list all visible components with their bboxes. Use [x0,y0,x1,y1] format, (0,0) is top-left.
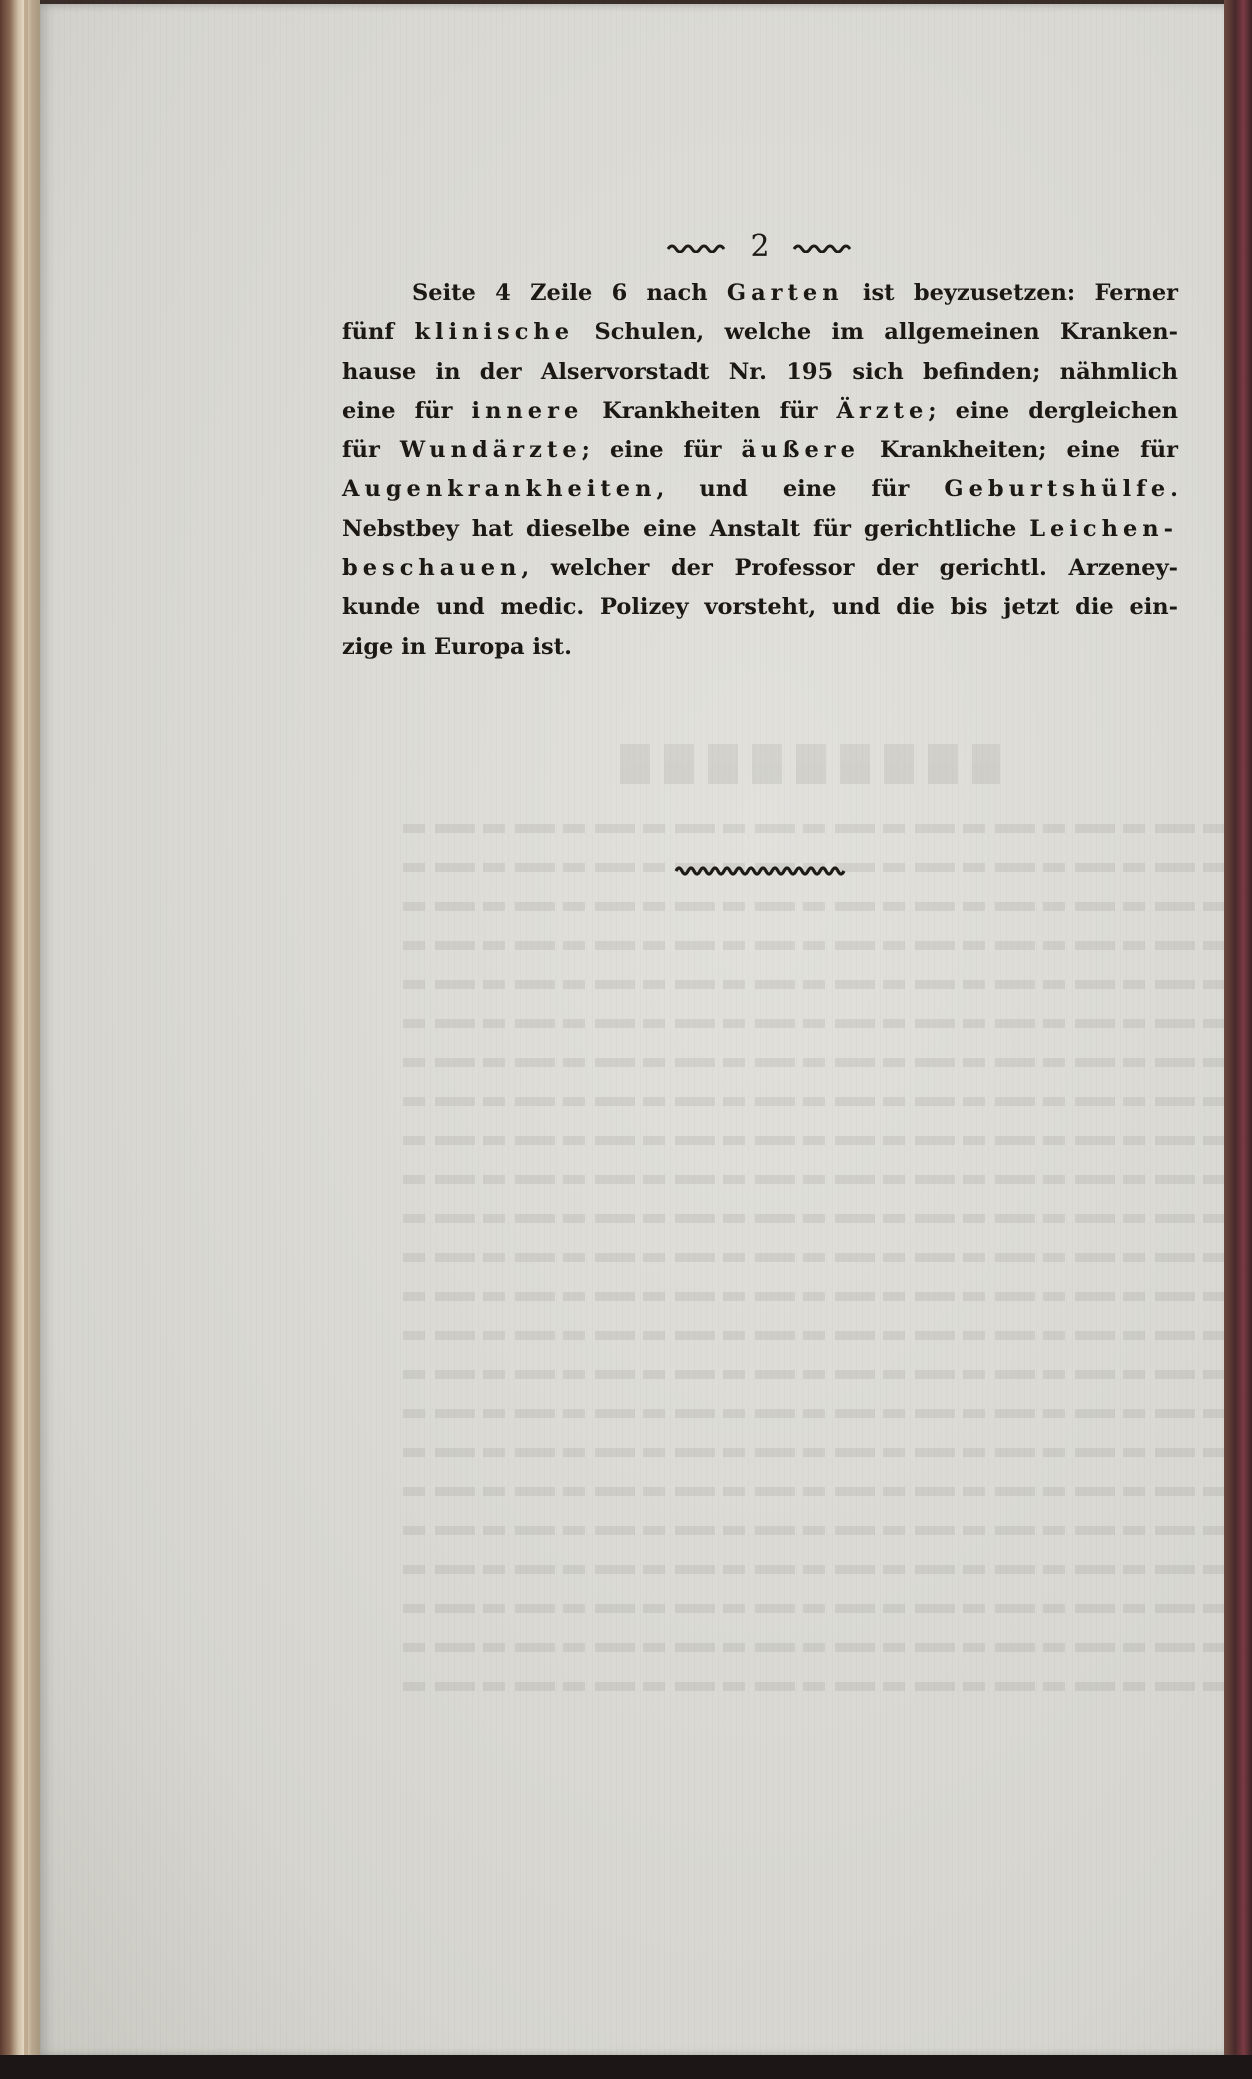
emphasized-word: klinische [414,319,575,346]
text-run: ; eine für [581,437,742,464]
squiggle-ornament-right [792,241,854,253]
text-line [342,313,1178,352]
emphasized-word: Geburtshülfe [944,476,1171,503]
text-run: fünf [342,319,415,346]
page-number: 2 [750,229,770,264]
squiggle-ornament-left [666,241,728,253]
page-header [620,222,900,272]
text-line [342,353,1178,392]
text-run: für [342,437,400,464]
emphasized-word: äußere [741,437,860,464]
text-run: Schulen, welche im allgemeinen Kranken- [574,319,1178,346]
text-run: Nebstbey hat dieselbe eine Anstalt für gerichtliche [342,515,1030,542]
text-run: Seite 4 Zeile 6 nach [412,280,727,306]
emphasized-word: Wundärzte [399,437,582,464]
book-cover-edge [1224,0,1252,2079]
emphasized-word: Ärzte [836,397,929,424]
emphasized-word: Leichen- [1029,515,1178,542]
text-run: , und eine für [656,476,945,503]
text-line [342,470,1178,509]
text-run: ; eine dergleichen [928,397,1178,424]
text-run: eine für [342,397,472,424]
text-run: Krankheiten für [583,397,837,424]
text-line [342,431,1178,470]
text-run: , welcher der Professor der gerichtl. Arzeney- [521,555,1178,582]
text-line [342,392,1178,431]
scan-bottom-border [0,2055,1252,2079]
bleed-through-shadow [395,744,1225,1704]
text-line [342,510,1178,549]
text-line [342,628,1178,667]
text-run: . [1170,476,1178,503]
emphasized-word: Garten [726,280,844,306]
binding-line [24,0,28,2079]
emphasized-word: innere [471,397,584,424]
text-line [342,588,1178,627]
ornamental-rule [674,862,850,876]
page-edges-binding [0,0,40,2079]
text-run: Krankheiten; eine für [859,437,1178,464]
text-run: hause in der Alservorstadt Nr. 195 sich befinden; nähmlich [342,358,1178,385]
text-run: kunde und medic. Polizey vorsteht, und die bis jetzt die ein- [342,594,1178,621]
text-run: ist beyzusetzen: Ferner [843,280,1178,306]
erratum-paragraph [342,274,1178,667]
emphasized-word: beschauen [342,555,522,582]
text-run: zige in Europa ist. [342,633,572,660]
text-line [342,549,1178,588]
emphasized-word: Augenkrankheiten [342,476,657,503]
text-line [342,274,1178,313]
